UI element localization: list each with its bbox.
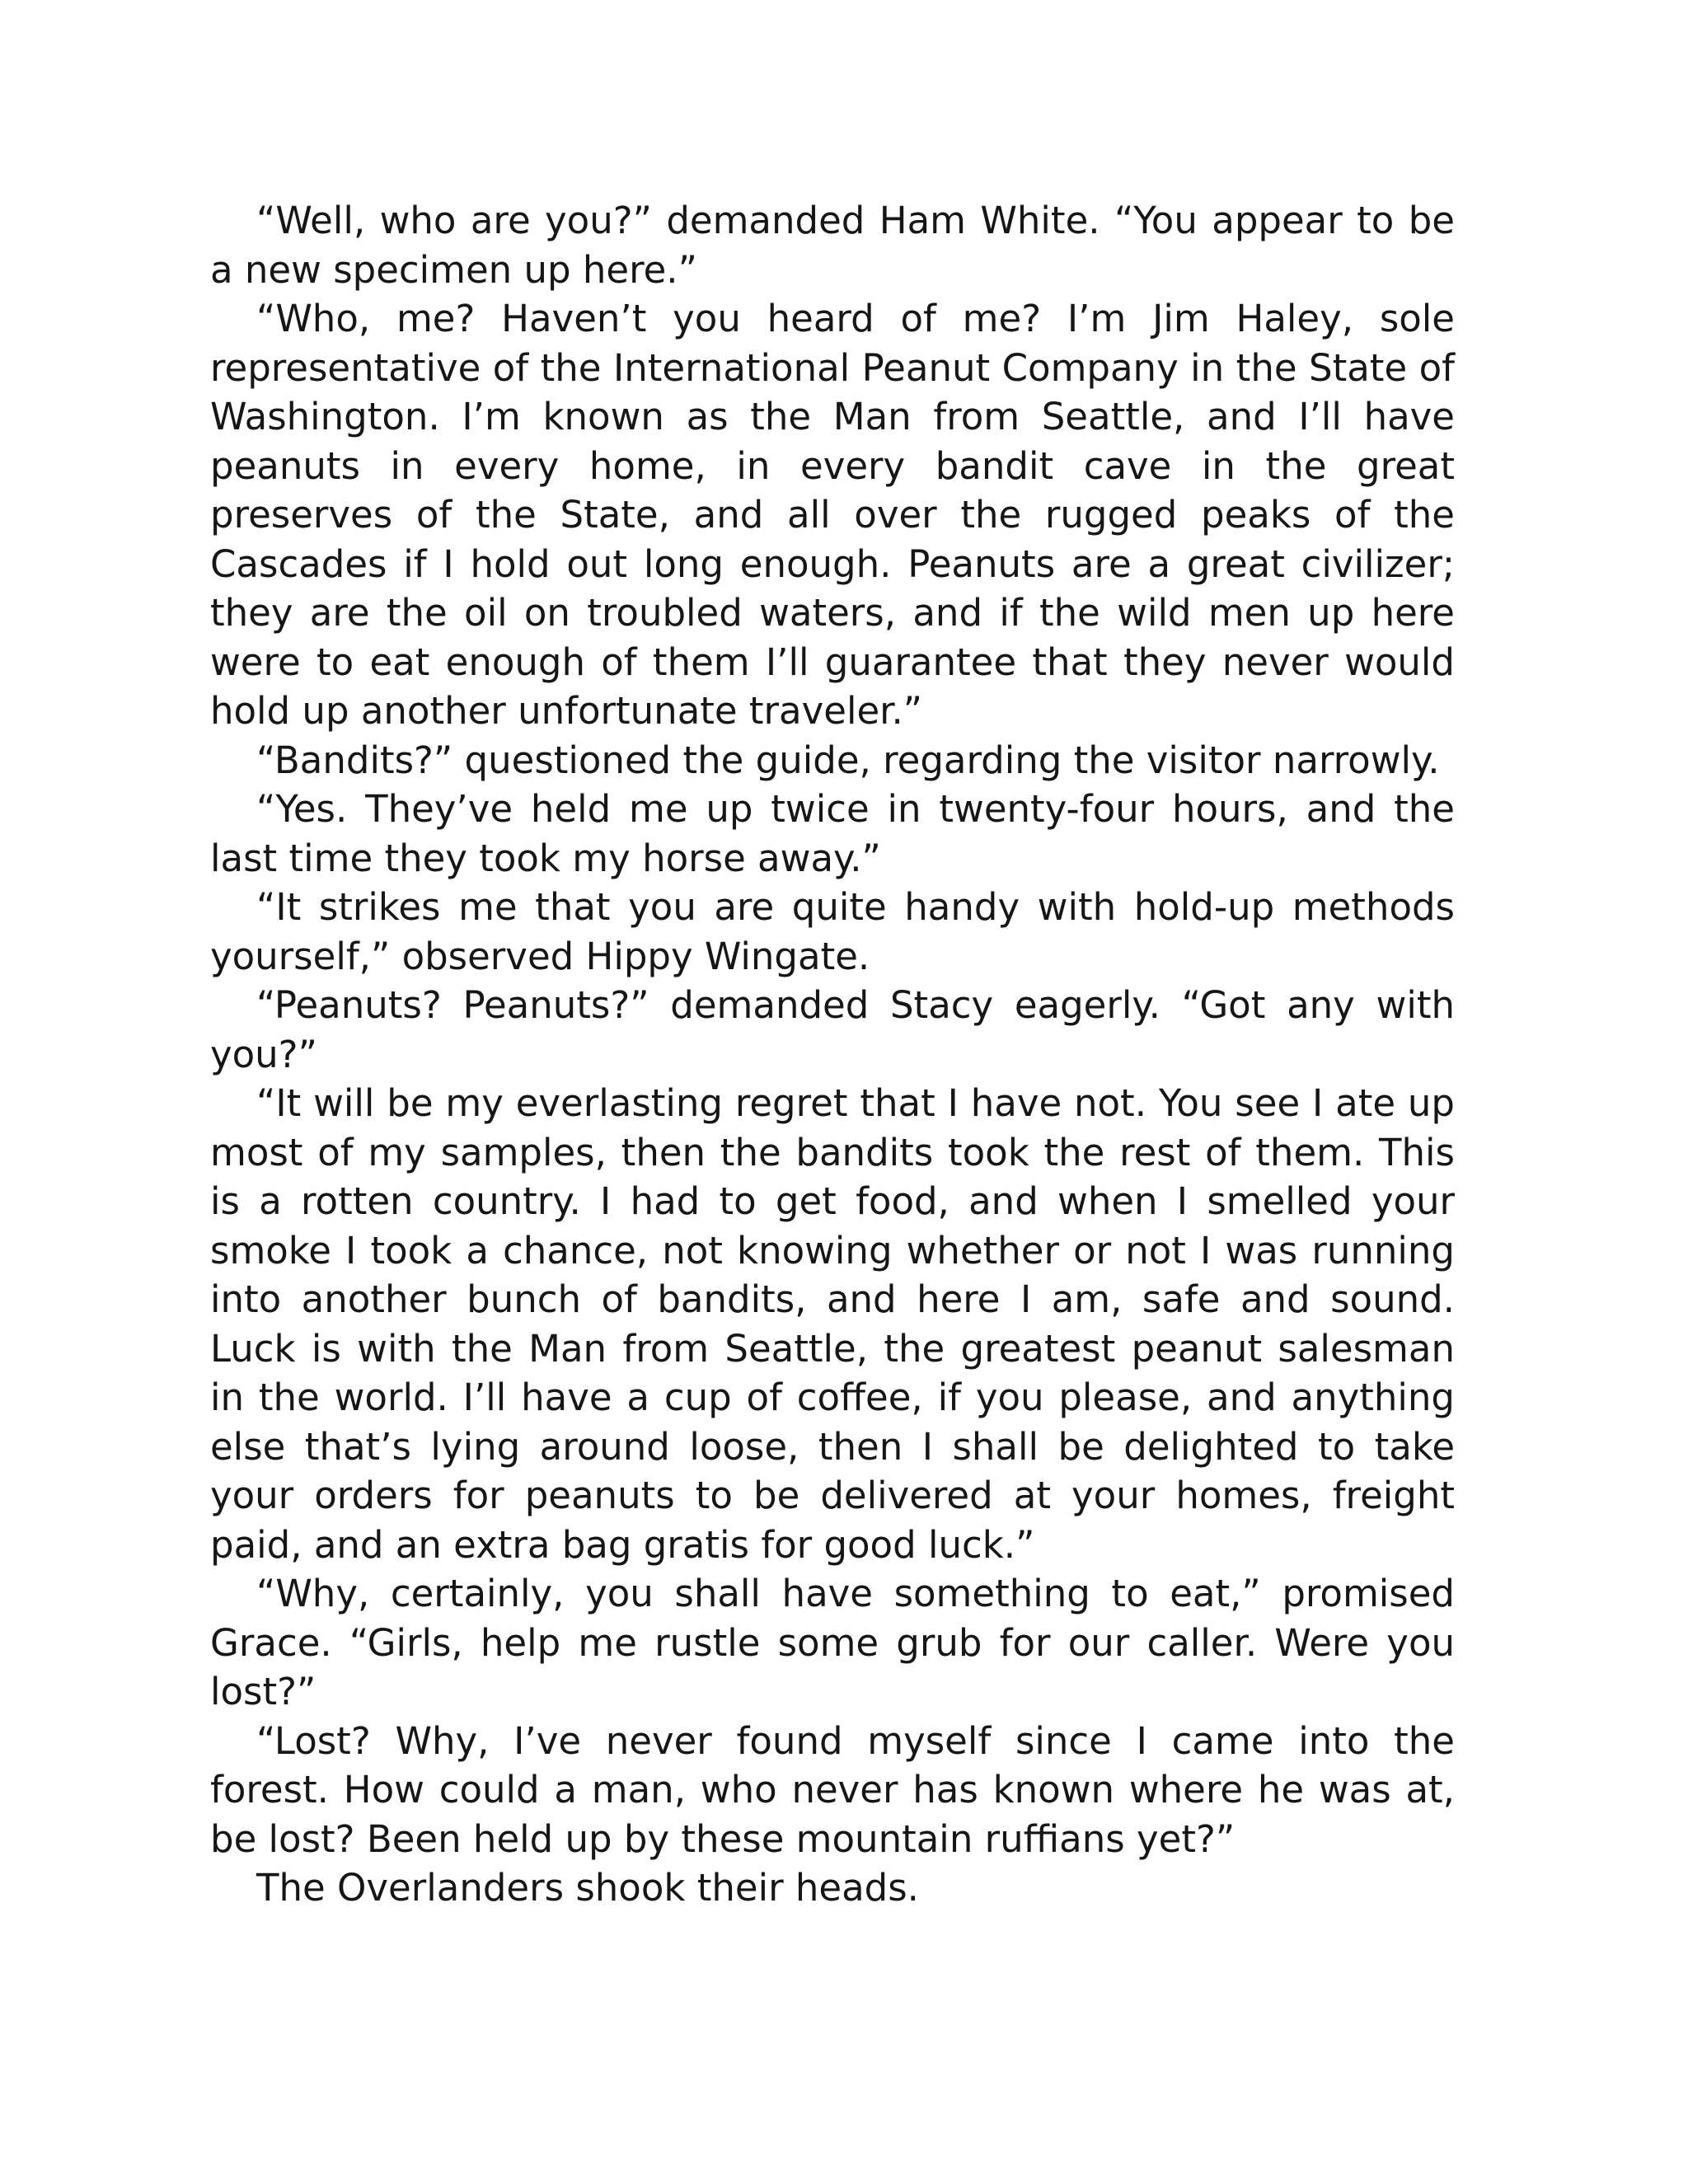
paragraph-1: “Well, who are you?” demanded Ham White. “You appear to be a new specimen up here.”: [210, 199, 1455, 292]
paragraph-10: The Overlanders shook their heads.: [256, 1866, 919, 1910]
paragraph-9: “Lost? Why, I’ve never found myself since I came into the forest. How could a man, who never has known where he was at, be lost? Been held up by these mountain ruffians yet?”: [210, 1718, 1455, 1861]
paragraph-8: “Why, certainly, you shall have something to eat,” promised Grace. “Girls, help me rustle some grub for our caller. Were you lost?”: [210, 1572, 1455, 1713]
paragraph-5: “It strikes me that you are quite handy with hold-up methods yourself,” observed Hippy Wingate.: [210, 885, 1455, 978]
paragraph-2: “Who, me? Haven’t you heard of me? I’m Jim Haley, sole representative of the International Peanut Company in the State of Washington. I’m known as the Man from Seattle, and I’ll have peanuts in every home, in every bandit cave in the great preserves of the State, and all over the rugged peaks of the Cascades if I hold out long enough. Peanuts are a great civilizer; they are the oil on troubled waters, and if the wild men up here were to eat enough of them I’ll guarantee that they never would hold up another unfortunate traveler.”: [210, 297, 1455, 733]
paragraph-6: “Peanuts? Peanuts?” demanded Stacy eagerly. “Got any with you?”: [210, 983, 1455, 1076]
page-body-text: [210, 196, 1455, 1913]
paragraph-3: “Bandits?” questioned the guide, regarding the visitor narrowly.: [256, 738, 1440, 782]
paragraph-7: “It will be my everlasting regret that I have not. You see I ate up most of my samples, then the bandits took the rest of them. This is a rotten country. I had to get food, and when I smelled your smoke I took a chance, not knowing whether or not I was running into another bunch of bandits, and here I am, safe and sound. Luck is with the Man from Seattle, the greatest peanut salesman in the world. I’ll have a cup of coffee, if you please, and anything else that’s lying around loose, then I shall be delighted to take your orders for peanuts to be delivered at your homes, freight paid, and an extra bag gratis for good luck.”: [210, 1081, 1455, 1567]
paragraph-4: “Yes. They’ve held me up twice in twenty-four hours, and the last time they took my horse away.”: [210, 787, 1455, 880]
